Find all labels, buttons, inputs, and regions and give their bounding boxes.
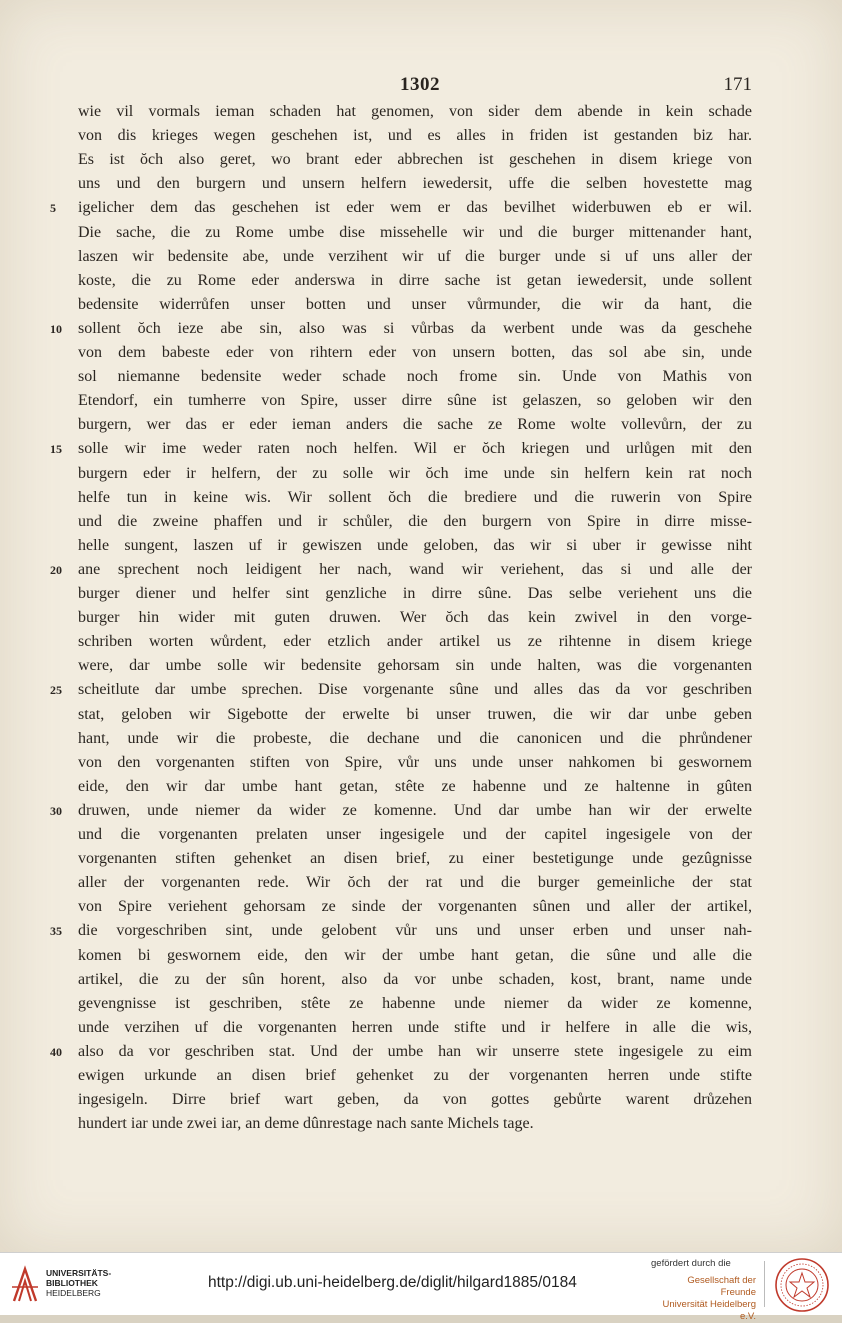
text-line: hundert iar unde zwei iar, an deme dûnrestage nach sante Michels tage. [78,1115,534,1132]
text-line: vorgenanten stiften gehenket an disen brief, zu einer bestetigunge unde gezûgnisse [78,850,752,867]
library-name-line2: BIBLIOTHEK [46,1278,98,1288]
text-line: sol niemanne bedensite weder schade noch frome sin. Unde von Mathis von [78,368,752,385]
text-line: also da vor geschriben stat. Und der umbe han wir unserre stete ingesigele zu eim [78,1043,752,1060]
text-line: igelicher dem das geschehen ist eder wem er das bevilhet widerbuwen eb er wil. [78,199,752,216]
library-name [46,1268,111,1298]
text-line: gevengnisse ist geschriben, stête ze habenne unde niemer da wider ze komenne, [78,995,752,1012]
line-number: 5 [50,201,56,215]
page-header [0,74,842,100]
page-number: 171 [723,74,752,95]
text-line: und die zweine phaffen und ir schůler, die den burgern von Spire in dirre misse- [78,513,752,530]
text-line: komen bi geswornem eide, den wir der umbe hant getan, die sûne und alle die [78,947,752,964]
library-name-line3: HEIDELBERG [46,1288,101,1298]
text-line: ingesigeln. Dirre brief wart geben, da von gottes gebůrte warent drůzehen [78,1091,752,1108]
text-line: eide, den wir dar umbe hant getan, stête ze habenne und ze haltenne in gûten [78,778,752,795]
text-line: burger diener und helfer sint genzliche in dirre sûne. Das selbe veriehent uns die [78,585,752,602]
footer-divider [764,1261,765,1307]
text-line: Die sache, die zu Rome umbe dise missehelle wir und die burger mittenander hant, [78,224,752,241]
sponsor-label: gefördert durch die [651,1258,731,1269]
line-number: 20 [50,563,62,577]
text-line: hant, unde wir die probeste, die dechane und die canonicen und die phrůndener [78,730,752,747]
text-line: stat, geloben wir Sigebotte der erwelte bi unser truwen, die wir dar unbe geben [78,706,752,723]
line-number: 35 [50,924,62,938]
text-line: helfe tun in keine wis. Wir sollent ŏch die brediere und die ruwerin von Spire [78,489,752,506]
text-line: aller der vorgenanten rede. Wir ŏch der rat und die burger gemeinliche der stat [78,874,752,891]
document-year: 1302 [400,74,440,95]
text-line: wie vil vormals ieman schaden hat genomen, von sider dem abende in kein schade [78,103,752,120]
line-number: 25 [50,683,62,697]
university-seal-icon [774,1257,830,1313]
line-number: 40 [50,1045,62,1059]
line-number: 30 [50,804,62,818]
text-line: solle wir ime weder raten noch helfen. Wil er ŏch kriegen und urlůgen mit den [78,440,752,457]
text-line: koste, die zu Rome eder anderswa in dirre sache ist getan iewedersit, unde sollent [78,272,752,289]
library-name-line1: UNIVERSITÄTS- [46,1268,112,1278]
text-line: bedensite widerrůfen unser botten und unser vůrmunder, die wir da hant, die [78,296,752,313]
text-line: laszen wir bedensite abe, unde verzihent wir uf die burger unde si uf uns aller der [78,248,752,265]
text-line: unde verzihen uf die vorgenanten herren unde stifte und ir helfere in alle die wis, [78,1019,752,1036]
text-line: von Spire veriehent gehorsam ze sinde der vorgenanten sûnen und aller der artikel, [78,898,752,915]
sponsor-name [652,1275,756,1323]
text-line: von dem babeste eder von rihtern eder von unsern botten, das sol abe sin, unde [78,344,752,361]
text-line: burgern, wer das er eder ieman anders die sache ze Rome wolte vollevůrn, der zu [78,416,752,433]
text-line: sollent ŏch ieze abe sin, also was si vůrbas da werbent unde was da geschehe [78,320,752,337]
footer-bar [0,1252,842,1322]
text-line: ewigen urkunde an disen brief gehenket zu der vorgenanten herren unde stifte [78,1067,752,1084]
text-line: burgern eder ir helfern, der zu solle wir ŏch ime unde sin helfern kein rat noch [78,465,752,482]
text-line: druwen, unde niemer da wider ze komenne. Und dar umbe han wir der erwelte [78,802,752,819]
permalink-url[interactable]: http://digi.ub.uni-heidelberg.de/diglit/hilgard1885/0184 [208,1274,577,1291]
text-line: were, dar umbe solle wir bedensite gehorsam sin unde halten, was die vorgenanten [78,657,752,674]
text-line: ane sprechent noch leidigent her nach, wand wir veriehent, das si und alle der [78,561,752,578]
text-line: scheitlute dar umbe sprechen. Dise vorgenante sûne und alles das da vor geschriben [78,681,752,698]
text-line: Es ist ŏch also geret, wo brant eder abbrechen ist geschehen in disem kriege von [78,151,752,168]
line-number: 10 [50,322,62,336]
text-line: von dis krieges wegen geschehen ist, und es alles in friden ist gestanden biz har. [78,127,752,144]
text-line: die vorgeschriben sint, unde gelobent vůr uns und unser erben und unser nah- [78,922,752,939]
text-line: schriben worten wůrdent, eder etzlich ander artikel us ze rihtenne in disem kriege [78,633,752,650]
text-line: helle sungent, laszen uf ir gewiszen unde geloben, das wir si uber ir gewisse niht [78,537,752,554]
line-number: 15 [50,442,62,456]
sponsor-name-line1: Gesellschaft der Freunde [687,1275,756,1298]
text-line: burger hin wider mit guten druwen. Wer ŏch das kein zwivel in den vorge- [78,609,752,626]
text-line: von den vorgenanten stiften von Spire, vůr uns unde unser nahkomen bi geswornem [78,754,752,771]
text-line: Etendorf, ein tumherre von Spire, usser dirre sûne ist gelaszen, so geloben wir den [78,392,752,409]
text-line: artikel, die zu der sûn horent, also da vor unbe schaden, kost, brant, name unde [78,971,752,988]
text-line: uns und den burgern und unsern helfern iewedersit, uffe die selben hovestette mag [78,175,752,192]
text-line: und die vorgenanten prelaten unser ingesigele und der capitel ingesigele von der [78,826,752,843]
sponsor-name-line2: Universität Heidelberg e.V. [662,1299,756,1322]
library-logo-icon [10,1263,40,1305]
